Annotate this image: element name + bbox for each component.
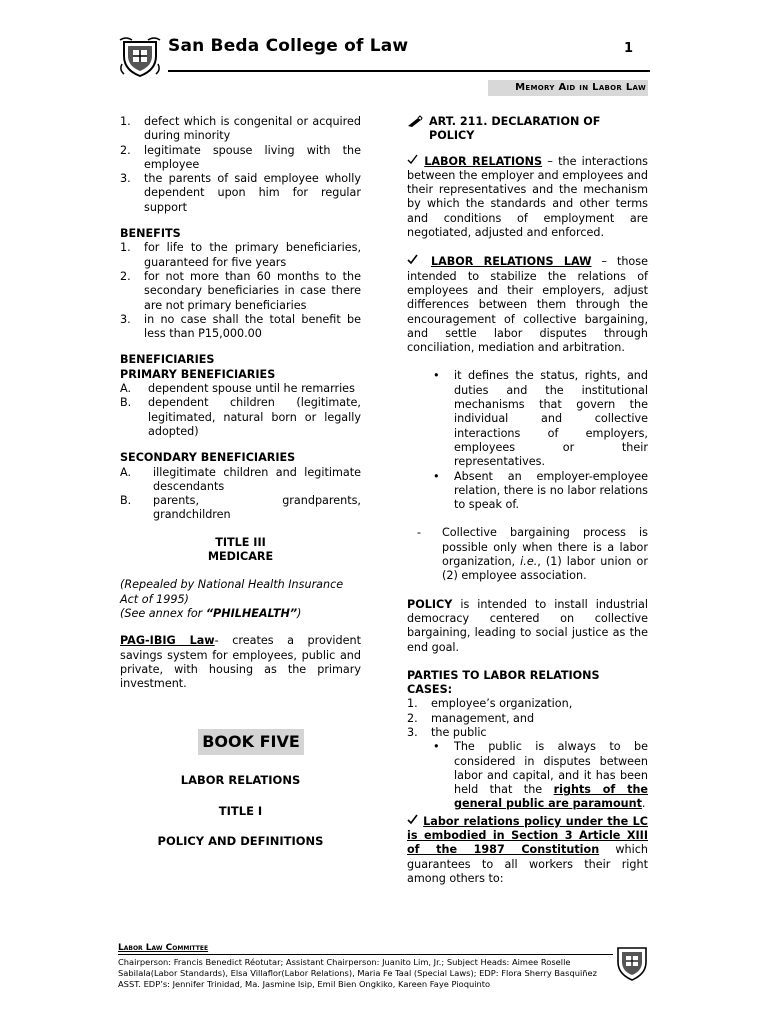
list-item: • The public is always to be considered in disputes between labor and capital, and it has been held that the rights of the general public are paramount.: [430, 740, 648, 811]
list-item: 3. the public: [407, 725, 487, 739]
footer-credits-line-1: Chairperson: Francis Benedict Réotutar; Assistant Chairperson: Juanito Lim, Jr.; Subject Heads: Aimee Roselle: [118, 957, 571, 967]
secondary-list: [120, 466, 361, 523]
benefits-list: [120, 241, 361, 341]
footer-credits-line-3: ASST. EDP’s: Jennifer Trinidad, Ma. Jasmine Isip, Emil Bien Ongkiko, Kareen Faye Pioquinto: [118, 979, 491, 989]
repealed-note: (Repealed by National Health Insurance Act of 1995): [120, 578, 344, 606]
list-item: • Absent an employer-employee relation, there is no labor relations to speak of.: [430, 470, 648, 513]
list-item: B. parents, grandparents, grandchildren: [120, 494, 361, 522]
labor-relations-definition: LABOR RELATIONS – the interactions between the employer and employees and their representatives and the mechanism by which the standards and other terms and conditions of employment are negotiated, adjusted and enforced.: [407, 154, 648, 240]
labor-relations-law-definition: LABOR RELATIONS LAW – those intended to stabilize the relations of employees and their employers, adjust differences between them through the encouragement of collective bargaining, and settle labor disputes through conciliation, mediation and arbitration.: [407, 255, 648, 355]
college-seal-icon: [118, 34, 162, 78]
list-item: 2. management, and: [407, 711, 535, 725]
primary-list: [120, 382, 361, 439]
list-item: 2. legitimate spouse living with the employee: [120, 143, 361, 171]
list-item: • it defines the status, rights, and duties and the institutional mechanisms that govern the individual and collective interactions of employers, employees or their representatives.: [430, 369, 648, 469]
header-rule: [168, 70, 650, 72]
footer-rule: [118, 954, 613, 955]
footer-seal-icon: [614, 942, 650, 982]
pagibig-paragraph: PAG-IBIG Law- creates a provident savings system for employees, public and private, with housing as the primary investment.: [120, 634, 361, 691]
list-item: 1. defect which is congenital or acquired during minority: [120, 115, 361, 143]
check-mark-icon: [407, 154, 419, 169]
public-bullet: [430, 740, 648, 811]
document-subtitle: Memory Aid in Labor Law: [488, 80, 648, 96]
title-three-heading: TITLE III: [215, 535, 266, 549]
list-item: 2. for not more than 60 months to the secondary beneficiaries in case there are not primary beneficiaries: [120, 269, 361, 312]
primary-beneficiaries-heading: PRIMARY BENEFICIARIES: [120, 367, 276, 381]
list-item: 1. for life to the primary beneficiaries, guaranteed for five years: [120, 241, 361, 269]
book-five-heading: BOOK FIVE: [198, 729, 304, 755]
conditions-list: [120, 115, 361, 215]
medicare-heading: MEDICARE: [207, 550, 274, 564]
list-item: B. dependent children (legitimate, legitimated, natural born or legally adopted): [120, 396, 361, 438]
collective-bargaining-note: - Collective bargaining process is possible only when there is a labor organization, i.e., (1) labor union or (2) employee association.: [417, 526, 648, 583]
parties-list: [407, 697, 648, 740]
list-item: 3. in no case shall the total benefit be less than P15,000.00: [120, 312, 361, 341]
title-one-heading: TITLE I: [218, 804, 263, 818]
constitution-paragraph: Labor relations policy under the LC is embodied in Section 3 Article XIII of the 1987 Constitution which guarantees to all workers their right among others to:: [407, 814, 649, 885]
list-item: 1. employee’s organization,: [407, 697, 573, 711]
labor-relations-heading: LABOR RELATIONS: [180, 773, 301, 787]
document-title: San Beda College of Law: [168, 36, 409, 56]
see-annex-note: (See annex for “PHILHEALTH”): [120, 606, 302, 620]
left-column: [120, 115, 361, 691]
writing-hand-icon: [407, 115, 423, 132]
footer-credits-line-2: Sabilala(Labor Standards), Elsa Villaflor(Labor Relations), Maria Fe Taal (Special Laws); EDP: Flora Sherry Basquiñez: [118, 968, 598, 978]
parties-heading: PARTIES TO LABOR RELATIONS CASES:: [407, 668, 600, 697]
footer-committee: Labor Law Committee: [118, 943, 209, 953]
labor-relations-law-bullets: [430, 369, 648, 512]
policy-paragraph: POLICY is intended to install industrial democracy centered on collective bargaining, leading to social justice as the end goal.: [407, 597, 648, 654]
policy-definitions-heading: POLICY AND DEFINITIONS: [157, 834, 324, 848]
check-mark-icon: [407, 254, 421, 269]
benefits-heading: BENEFITS: [120, 227, 181, 241]
article-heading: ART. 211. DECLARATION OF POLICY: [407, 115, 648, 144]
secondary-beneficiaries-heading: SECONDARY BENEFICIARIES: [120, 451, 296, 465]
list-item: A. illegitimate children and legitimate descendants: [120, 465, 361, 493]
check-mark-icon: [407, 814, 419, 829]
list-item: A. dependent spouse until he remarries: [120, 382, 355, 396]
page-number: 1: [624, 41, 634, 56]
right-column: [407, 115, 648, 886]
beneficiaries-heading: BENEFICIARIES: [120, 353, 215, 367]
list-item: 3. the parents of said employee wholly dependent upon him for regular support: [120, 172, 361, 214]
